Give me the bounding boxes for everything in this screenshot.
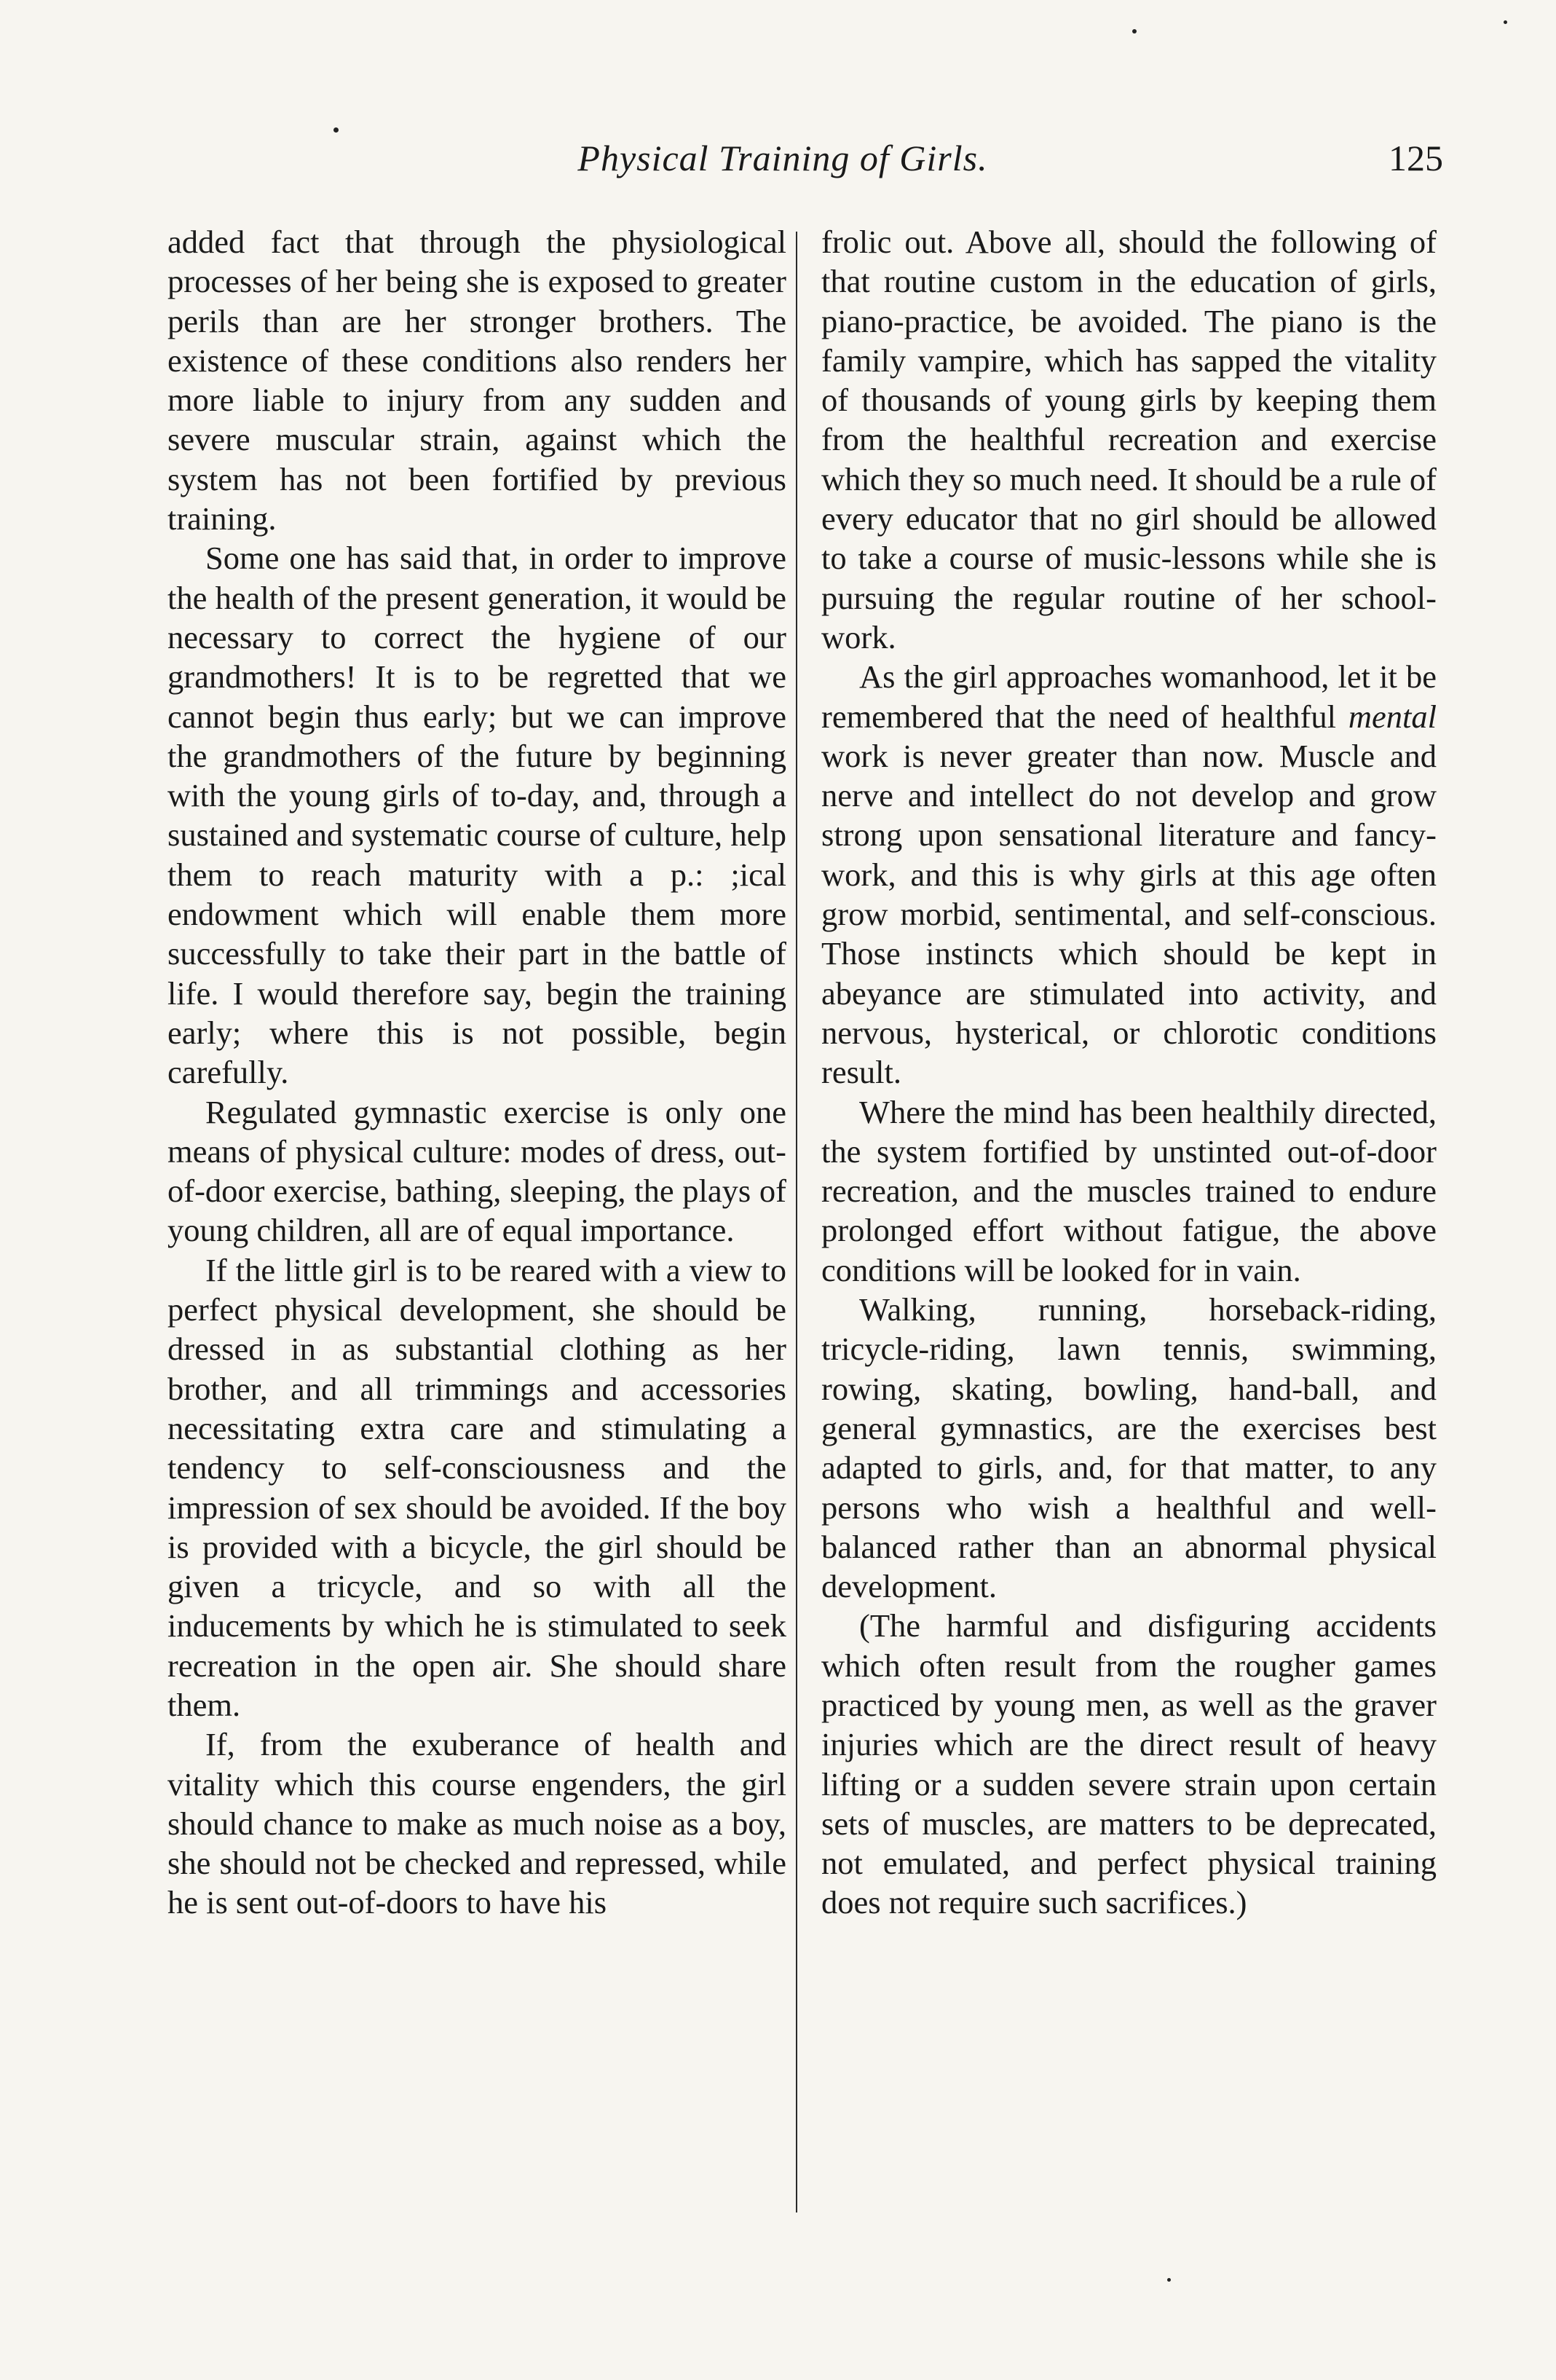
right-paragraph-2	[821, 657, 1437, 1092]
print-speck	[1132, 29, 1137, 34]
left-paragraph-1: added fact that through the physiological processes of her being she is exposed to greater perils than are her stronger brothers. The existence of these conditions also renders her more liable to injury from any sudden and severe muscular strain, against which the system has not been fortified by previous training.	[167, 224, 786, 537]
right-paragraph-4: Walking, running, horseback-riding, tricycle-riding, lawn tennis, swimming, rowing, skating, bowling, hand-ball, and general gymnastics, are the exercises best adapted to girls, and, for that matter, to any persons who wish a healthful and well-balanced rather than an abnormal physical development.	[821, 1291, 1437, 1605]
print-speck	[1504, 20, 1507, 24]
left-paragraph-5: If, from the exuberance of health and vitality which this course engenders, the girl should chance to make as much noise as a boy, she should not be checked and repressed, while he is sent out-of-doors to have his	[167, 1726, 786, 1921]
right-column	[821, 222, 1437, 1923]
column-divider	[796, 232, 797, 2212]
left-paragraph-3: Regulated gymnastic exercise is only one means of physical culture: modes of dress, out-of-door exercise, bathing, sleeping, the plays of young children, all are of equal importance.	[167, 1093, 786, 1249]
right-paragraph-2-end: work is never greater than now. Muscle and nerve and intellect do not develop and grow strong upon sensational literature and fancy-work, and this is why girls at this age often grow morbid, sentimental, and self-conscious. Those instincts which should be kept in abeyance are stimulated into activity, and nervous, hysterical, or chlorotic conditions result.	[821, 737, 1437, 1091]
emphasized-word: mental	[1348, 698, 1437, 735]
print-speck	[333, 127, 339, 133]
right-paragraph-1: frolic out. Above all, should the following of that routine custom in the education of girls, piano-practice, be avoided. The piano is the family vampire, which has sapped the vitality of thousands of young girls by keeping them from the healthful recreation and exercise which they so much need. It should be a rule of every educator that no girl should be allowed to take a course of music-lessons while she is pursuing the regular routine of her school-work.	[821, 224, 1437, 655]
print-speck	[1167, 2278, 1171, 2282]
left-paragraph-4: If the little girl is to be reared with a view to perfect physical development, she should be dressed in as substantial clothing as her brother, and all trimmings and accessories necessitating extra care and stimulating a tendency to self-consciousness and the impression of sex should be avoided. If the boy is provided with a bicycle, the girl should be given a tricycle, and so with all the inducements by which he is stimulated to seek recreation in the open air. She should share them.	[167, 1251, 786, 1723]
right-paragraph-5: (The harmful and disfiguring accidents which often result from the rougher games practiced by young men, as well as the graver injuries which are the direct result of heavy lifting or a sudden severe strain upon certain sets of muscles, are matters to be deprecated, not emulated, and perfect physical training does not require such sacrifices.)	[821, 1607, 1437, 1921]
left-column	[167, 222, 786, 1923]
left-paragraph-2: Some one has said that, in order to improve the health of the present generation, it would be necessary to correct the hygiene of our grandmothers! It is to be regretted that we cannot begin thus early; but we can improve the grandmothers of the future by beginning with the young girls of to-day, and, through a sustained and systematic course of culture, help them to reach maturity with a p.: ;ical endowment which will enable them more successfully to take their part in the battle of life. I would therefore say, begin the training early; where this is not possible, begin carefully.	[167, 540, 786, 1091]
running-title: Physical Training of Girls.	[577, 138, 988, 178]
page-number: 125	[1389, 138, 1443, 178]
right-paragraph-3: Where the mind has been healthily directed, the system fortified by unstinted out-of-door recreation, and the muscles trained to endure prolonged effort without fatigue, the above conditions will be looked for in vain.	[821, 1093, 1437, 1288]
right-paragraph-2-start: As the girl approaches womanhood, let it be remembered that the need of healthful	[821, 658, 1437, 735]
